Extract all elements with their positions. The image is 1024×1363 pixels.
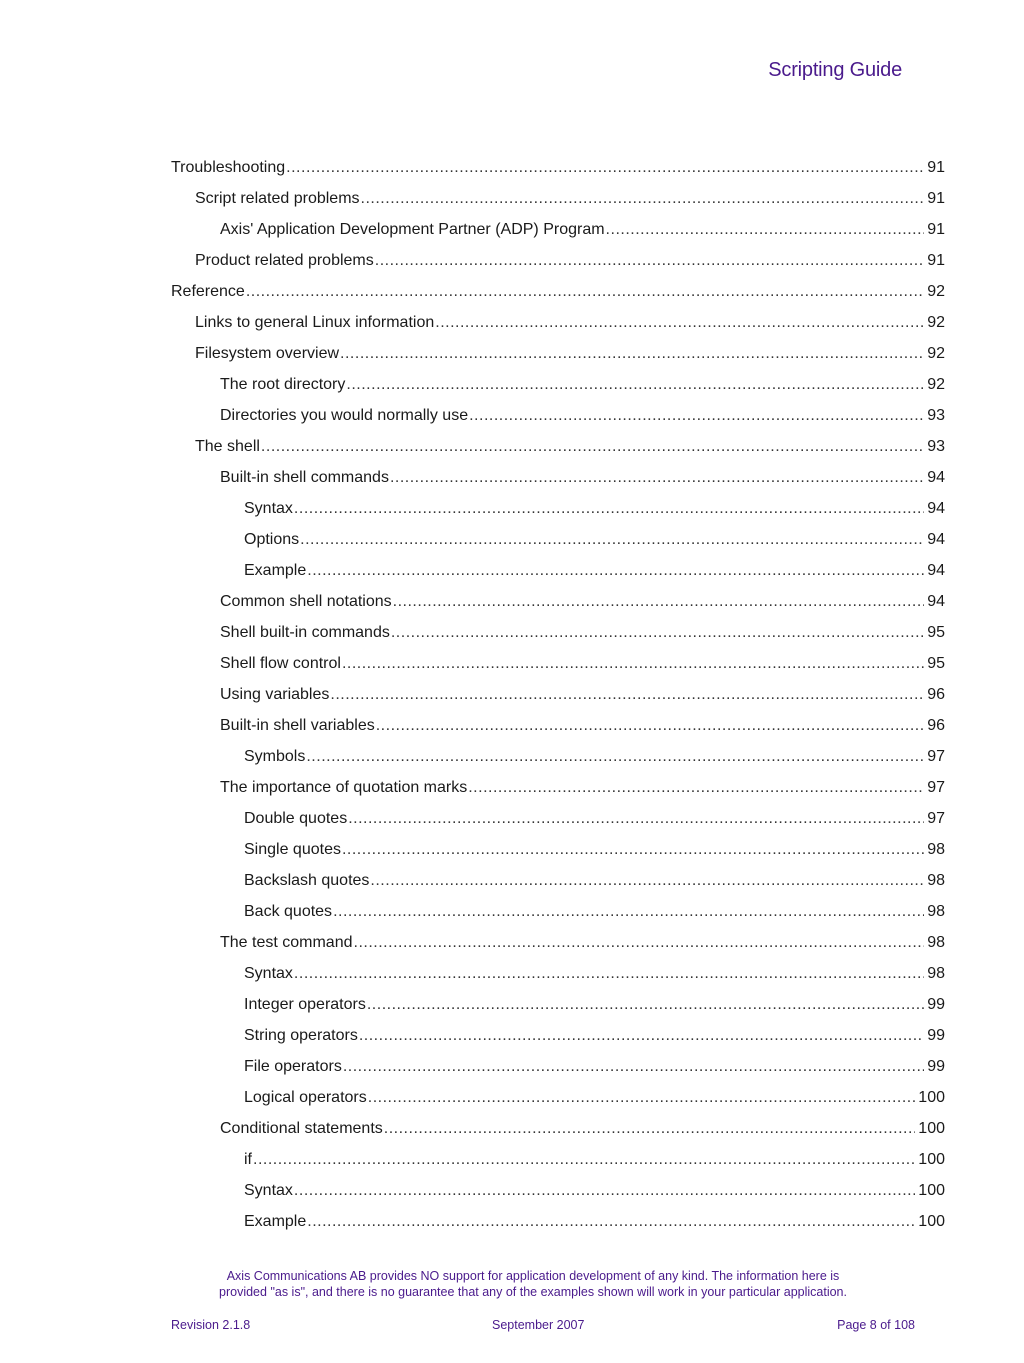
toc-leader-dots <box>306 741 924 772</box>
toc-entry[interactable] <box>171 1206 945 1237</box>
toc-entry-page-number: 94 <box>927 500 945 517</box>
toc-entry[interactable] <box>171 214 945 245</box>
toc-entry[interactable] <box>171 431 945 462</box>
toc-entry-page-number: 98 <box>927 841 945 858</box>
toc-entry-title: Symbols <box>244 748 306 765</box>
toc-entry-title: Example <box>244 562 307 579</box>
toc-leader-dots <box>246 276 924 307</box>
toc-leader-dots <box>342 834 924 865</box>
toc-leader-dots <box>390 462 924 493</box>
toc-leader-dots <box>261 431 924 462</box>
toc-entry[interactable] <box>171 245 945 276</box>
toc-entry-title: Axis' Application Development Partner (ADP) Program <box>220 221 605 238</box>
document-header-title: Scripting Guide <box>768 59 902 81</box>
toc-entry[interactable] <box>171 927 945 958</box>
toc-entry[interactable] <box>171 1113 945 1144</box>
toc-entry-page-number: 96 <box>927 686 945 703</box>
toc-entry[interactable] <box>171 524 945 555</box>
toc-entry-title: Backslash quotes <box>244 872 370 889</box>
toc-leader-dots <box>468 772 924 803</box>
toc-entry-title: Integer operators <box>244 996 366 1013</box>
toc-entry-page-number: 100 <box>918 1120 945 1137</box>
footer-disclaimer-line-2: provided "as is", and there is no guarantee that any of the examples shown will work in your particular application. <box>219 1285 847 1299</box>
toc-entry-page-number: 91 <box>927 221 945 238</box>
toc-entry[interactable] <box>171 896 945 927</box>
toc-entry-page-number: 93 <box>927 407 945 424</box>
toc-leader-dots <box>333 896 924 927</box>
toc-leader-dots <box>307 555 924 586</box>
toc-entry-title: Links to general Linux information <box>195 314 435 331</box>
toc-leader-dots <box>367 989 924 1020</box>
toc-entry-page-number: 96 <box>927 717 945 734</box>
toc-entry-title: The root directory <box>220 376 346 393</box>
toc-entry-page-number: 92 <box>927 376 945 393</box>
toc-entry[interactable] <box>171 834 945 865</box>
toc-entry[interactable] <box>171 400 945 431</box>
toc-entry[interactable] <box>171 555 945 586</box>
toc-entry-page-number: 91 <box>927 252 945 269</box>
toc-entry[interactable] <box>171 1051 945 1082</box>
toc-leader-dots <box>370 865 924 896</box>
toc-entry-page-number: 94 <box>927 531 945 548</box>
toc-leader-dots <box>286 152 924 183</box>
toc-leader-dots <box>346 369 924 400</box>
toc-entry-page-number: 95 <box>927 624 945 641</box>
toc-leader-dots <box>435 307 924 338</box>
toc-entry-page-number: 91 <box>927 159 945 176</box>
toc-leader-dots <box>375 245 924 276</box>
toc-entry-title: Options <box>244 531 300 548</box>
toc-entry-title: File operators <box>244 1058 342 1075</box>
toc-entry-page-number: 94 <box>927 593 945 610</box>
toc-entry-page-number: 97 <box>927 779 945 796</box>
toc-leader-dots <box>294 493 924 524</box>
toc-entry[interactable] <box>171 958 945 989</box>
toc-entry-title: Troubleshooting <box>171 159 286 176</box>
toc-entry[interactable] <box>171 803 945 834</box>
toc-entry[interactable] <box>171 338 945 369</box>
toc-entry-page-number: 92 <box>927 283 945 300</box>
toc-entry[interactable] <box>171 183 945 214</box>
toc-entry[interactable] <box>171 307 945 338</box>
toc-entry-title: Syntax <box>244 500 293 517</box>
toc-entry[interactable] <box>171 1144 945 1175</box>
toc-leader-dots <box>343 1051 924 1082</box>
toc-leader-dots <box>606 214 925 245</box>
toc-entry-title: Product related problems <box>195 252 374 269</box>
toc-entry-title: Double quotes <box>244 810 348 827</box>
toc-entry[interactable] <box>171 772 945 803</box>
toc-entry-title: Shell built-in commands <box>220 624 390 641</box>
toc-entry-page-number: 99 <box>927 996 945 1013</box>
table-of-contents <box>171 152 945 1237</box>
toc-leader-dots <box>294 1175 915 1206</box>
toc-entry-title: Built-in shell variables <box>220 717 375 734</box>
toc-entry-page-number: 93 <box>927 438 945 455</box>
toc-entry[interactable] <box>171 462 945 493</box>
toc-entry[interactable] <box>171 710 945 741</box>
toc-entry-title: Filesystem overview <box>195 345 340 362</box>
toc-leader-dots <box>348 803 924 834</box>
toc-leader-dots <box>253 1144 915 1175</box>
toc-entry-page-number: 100 <box>918 1089 945 1106</box>
toc-entry-page-number: 100 <box>918 1151 945 1168</box>
toc-entry[interactable] <box>171 865 945 896</box>
toc-entry[interactable] <box>171 648 945 679</box>
toc-entry-page-number: 99 <box>927 1027 945 1044</box>
toc-entry[interactable] <box>171 493 945 524</box>
toc-leader-dots <box>340 338 924 369</box>
toc-entry-page-number: 91 <box>927 190 945 207</box>
toc-entry-page-number: 94 <box>927 562 945 579</box>
toc-entry-page-number: 100 <box>918 1182 945 1199</box>
toc-entry-title: Shell flow control <box>220 655 341 672</box>
toc-entry-title: Using variables <box>220 686 330 703</box>
footer-revision: Revision 2.1.8 <box>171 1318 251 1332</box>
toc-leader-dots <box>342 648 924 679</box>
toc-entry-page-number: 98 <box>927 903 945 920</box>
toc-entry-title: Built-in shell commands <box>220 469 389 486</box>
toc-leader-dots <box>469 400 924 431</box>
toc-entry-title: Common shell notations <box>220 593 392 610</box>
toc-entry-page-number: 95 <box>927 655 945 672</box>
toc-leader-dots <box>391 617 924 648</box>
footer-date: September 2007 <box>492 1318 585 1332</box>
toc-entry-title: The importance of quotation marks <box>220 779 468 796</box>
toc-entry-page-number: 94 <box>927 469 945 486</box>
toc-entry-title: Back quotes <box>244 903 333 920</box>
toc-entry[interactable] <box>171 152 945 183</box>
toc-entry-page-number: 92 <box>927 345 945 362</box>
toc-leader-dots <box>330 679 924 710</box>
toc-entry[interactable] <box>171 679 945 710</box>
footer-page-number: Page 8 of 108 <box>837 1318 915 1332</box>
toc-entry-page-number: 100 <box>918 1213 945 1230</box>
toc-entry-title: String operators <box>244 1027 358 1044</box>
toc-entry-page-number: 99 <box>927 1058 945 1075</box>
toc-entry-title: Syntax <box>244 1182 293 1199</box>
toc-entry-title: Syntax <box>244 965 293 982</box>
footer-disclaimer-line-1: Axis Communications AB provides NO support for application development of any kind. The information here is <box>226 1269 840 1283</box>
toc-entry-title: Example <box>244 1213 307 1230</box>
toc-entry-title: The test command <box>220 934 353 951</box>
toc-entry-title: Single quotes <box>244 841 341 858</box>
toc-entry-title: Reference <box>171 283 245 300</box>
toc-entry-title: Logical operators <box>244 1089 367 1106</box>
toc-leader-dots <box>368 1082 916 1113</box>
toc-entry-title: The shell <box>195 438 260 455</box>
footer-disclaimer <box>160 1268 906 1300</box>
toc-entry[interactable] <box>171 369 945 400</box>
toc-entry[interactable] <box>171 741 945 772</box>
toc-entry[interactable] <box>171 617 945 648</box>
toc-entry[interactable] <box>171 586 945 617</box>
toc-leader-dots <box>393 586 925 617</box>
toc-entry[interactable] <box>171 276 945 307</box>
toc-entry-title: Script related problems <box>195 190 360 207</box>
toc-entry[interactable] <box>171 1175 945 1206</box>
toc-entry[interactable] <box>171 1082 945 1113</box>
toc-entry-page-number: 98 <box>927 872 945 889</box>
toc-entry-page-number: 97 <box>927 810 945 827</box>
toc-entry[interactable] <box>171 1020 945 1051</box>
toc-leader-dots <box>354 927 925 958</box>
toc-leader-dots <box>376 710 924 741</box>
toc-leader-dots <box>300 524 924 555</box>
toc-entry-page-number: 97 <box>927 748 945 765</box>
toc-entry-title: Conditional statements <box>220 1120 383 1137</box>
toc-entry-title: if <box>244 1151 252 1168</box>
toc-leader-dots <box>359 1020 924 1051</box>
toc-leader-dots <box>294 958 924 989</box>
toc-leader-dots <box>384 1113 916 1144</box>
toc-leader-dots <box>307 1206 915 1237</box>
toc-entry[interactable] <box>171 989 945 1020</box>
toc-entry-page-number: 98 <box>927 934 945 951</box>
toc-entry-title: Directories you would normally use <box>220 407 469 424</box>
toc-entry-page-number: 98 <box>927 965 945 982</box>
toc-entry-page-number: 92 <box>927 314 945 331</box>
toc-leader-dots <box>361 183 925 214</box>
